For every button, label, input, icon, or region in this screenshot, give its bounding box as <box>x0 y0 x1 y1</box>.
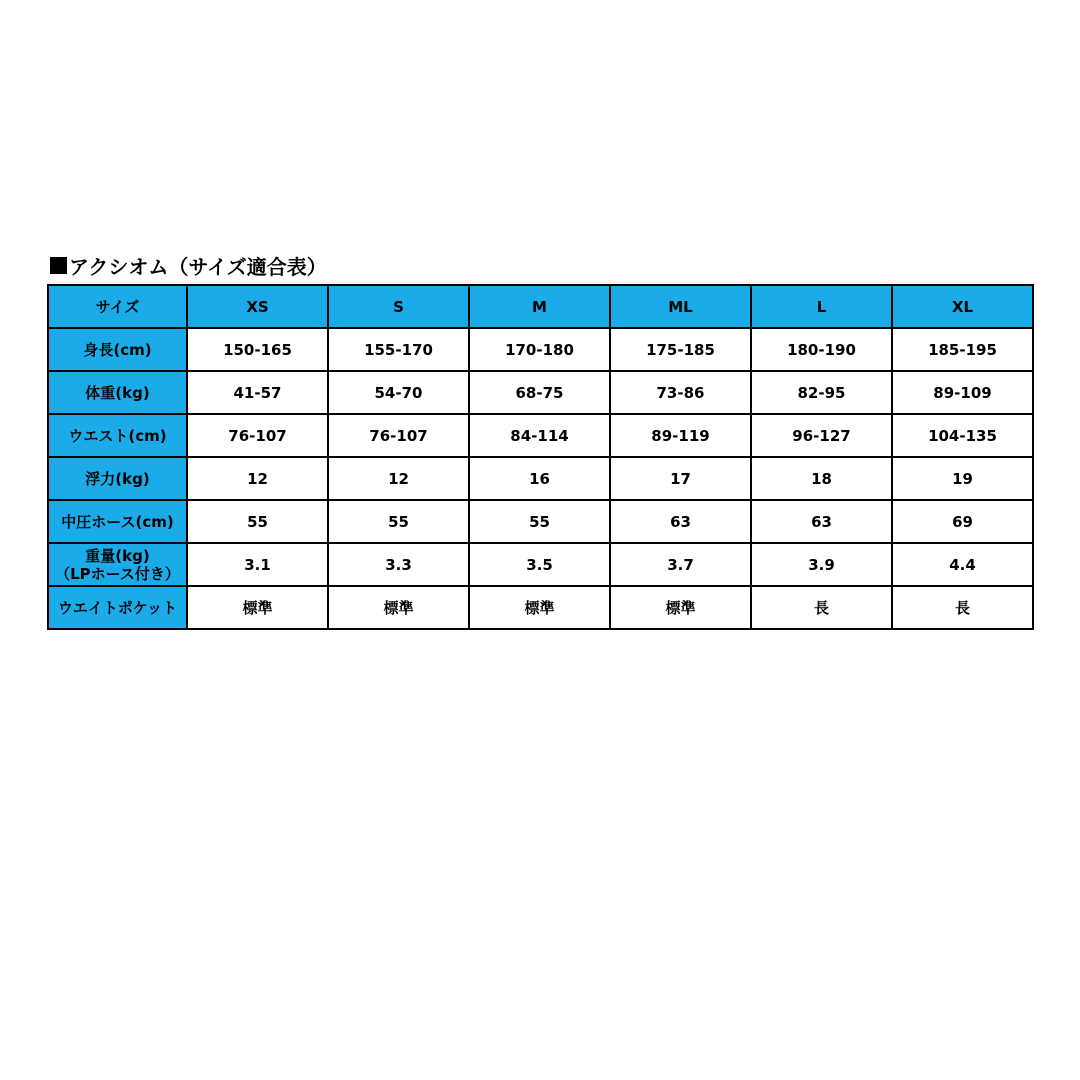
title-text: アクシオム（サイズ適合表） <box>69 254 327 279</box>
row-label-cell: 中圧ホース(cm) <box>48 500 187 543</box>
table-cell: 69 <box>892 500 1033 543</box>
table-cell: 175-185 <box>610 328 751 371</box>
table-row-hose <box>48 500 1033 543</box>
row-label-line: （LPホース付き） <box>55 564 180 583</box>
table-cell: 84-114 <box>469 414 610 457</box>
table-cell: 170-180 <box>469 328 610 371</box>
table-row-buoyancy <box>48 457 1033 500</box>
table-cell: 96-127 <box>751 414 892 457</box>
table-cell: 63 <box>751 500 892 543</box>
table-cell: 標準 <box>469 586 610 629</box>
black-square-icon <box>50 257 67 274</box>
table-row-waist <box>48 414 1033 457</box>
size-header-cell: XL <box>892 285 1033 328</box>
table-cell: 41-57 <box>187 371 328 414</box>
table-header-row <box>48 285 1033 328</box>
table-cell: 155-170 <box>328 328 469 371</box>
table-cell: 89-119 <box>610 414 751 457</box>
table-cell: 3.3 <box>328 543 469 586</box>
size-header-cell: M <box>469 285 610 328</box>
row-label-cell: ウエイトポケット <box>48 586 187 629</box>
table-cell: 185-195 <box>892 328 1033 371</box>
table-cell: 3.7 <box>610 543 751 586</box>
row-label-line: 重量(kg) <box>85 546 150 565</box>
table-cell: 長 <box>892 586 1033 629</box>
size-header-cell: L <box>751 285 892 328</box>
table-cell: 76-107 <box>328 414 469 457</box>
table-cell: 150-165 <box>187 328 328 371</box>
table-row-weight <box>48 371 1033 414</box>
table-cell: 12 <box>187 457 328 500</box>
table-cell: 55 <box>187 500 328 543</box>
table-row-mass <box>48 543 1033 586</box>
row-label-cell: 浮力(kg) <box>48 457 187 500</box>
table-cell: 63 <box>610 500 751 543</box>
table-row-weight-pocket <box>48 586 1033 629</box>
table-cell: 標準 <box>328 586 469 629</box>
page-title <box>50 250 327 280</box>
table-cell: 18 <box>751 457 892 500</box>
table-cell: 54-70 <box>328 371 469 414</box>
table-cell: 82-95 <box>751 371 892 414</box>
table-cell: 3.1 <box>187 543 328 586</box>
table-cell: 標準 <box>610 586 751 629</box>
table-cell: 104-135 <box>892 414 1033 457</box>
table-cell: 89-109 <box>892 371 1033 414</box>
size-header-cell: S <box>328 285 469 328</box>
table-cell: 16 <box>469 457 610 500</box>
row-label-cell: ウエスト(cm) <box>48 414 187 457</box>
row-label-cell: 身長(cm) <box>48 328 187 371</box>
table-cell: 標準 <box>187 586 328 629</box>
table-cell: 4.4 <box>892 543 1033 586</box>
table-row-height <box>48 328 1033 371</box>
table-cell: 180-190 <box>751 328 892 371</box>
table-cell: 55 <box>328 500 469 543</box>
table-cell: 19 <box>892 457 1033 500</box>
table-cell: 68-75 <box>469 371 610 414</box>
size-header-cell: XS <box>187 285 328 328</box>
size-header-cell: ML <box>610 285 751 328</box>
row-label-cell <box>48 543 187 586</box>
table-cell: 55 <box>469 500 610 543</box>
table-cell: 3.5 <box>469 543 610 586</box>
row-label-cell: 体重(kg) <box>48 371 187 414</box>
table-cell: 12 <box>328 457 469 500</box>
table-cell: 76-107 <box>187 414 328 457</box>
table-cell: 17 <box>610 457 751 500</box>
table-cell: 長 <box>751 586 892 629</box>
header-label-cell: サイズ <box>48 285 187 328</box>
table-cell: 3.9 <box>751 543 892 586</box>
table-cell: 73-86 <box>610 371 751 414</box>
size-chart-table <box>47 284 1034 630</box>
